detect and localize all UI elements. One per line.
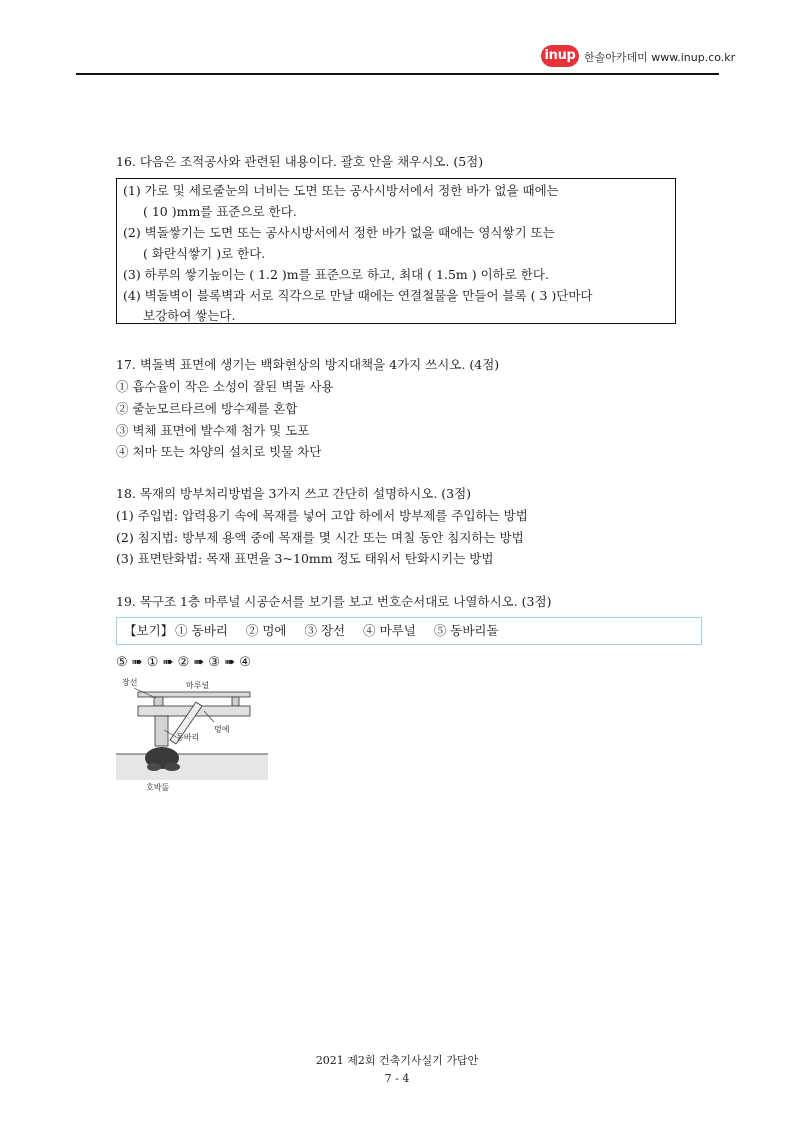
example-option: ④ 마루널 [363,623,416,638]
answer-18-item: (3) 표면탄화법: 목재 표면을 3~10mm 정도 태워서 탄화시키는 방법 [116,551,494,566]
floorboard-shape [138,692,250,697]
joist-shape [154,697,163,706]
box16-line: ( 화란식쌓기 )로 한다. [143,246,266,261]
label-sill: 멍에 [214,725,230,734]
floor-construction-diagram [116,674,268,794]
answer-17-item: ③ 벽체 표면에 발수제 첨가 및 도포 [116,423,310,438]
question-19: 19. 목구조 1층 마루널 시공순서를 보기를 보고 번호순서대로 나열하시오. (3점) [116,594,552,609]
example-option: ⑤ 동바리돌 [433,623,499,638]
answer-19-sequence: ⑤ ➠ ① ➠ ② ➠ ③ ➠ ④ [116,655,251,670]
label-joist: 장선 [122,678,138,687]
label-floorboard: 마루널 [186,681,210,690]
box16-line: (2) 벽돌쌓기는 도면 또는 공사시방서에서 정한 바가 없을 때에는 영식쌓기 또는 [123,225,555,240]
answer-17-item: ① 흡수율이 작은 소성이 잘된 벽돌 사용 [116,379,334,394]
answer-18-item: (1) 주입법: 압력용기 속에 목재를 넣어 고압 하에서 방부제를 주입하는 방법 [116,508,528,523]
box16-line: (4) 벽돌벽이 블록벽과 서로 직각으로 만날 때에는 연결철물을 만들어 블록 ( 3 )단마다 [123,288,593,303]
example-label: 【보기】 [124,623,174,638]
example-option: ① 동바리 [175,623,228,638]
box16-line: (3) 하루의 쌓기높이는 ( 1.2 )m를 표준으로 하고, 최대 ( 1.5m ) 이하로 한다. [123,267,549,282]
example-option: ② 멍에 [245,623,287,638]
header-divider [76,73,719,75]
example-box-19 [116,617,702,645]
joist-shape [232,697,239,706]
page-number: 7 - 4 [384,1072,410,1085]
answer-box-16 [116,178,676,324]
question-16: 16. 다음은 조적공사와 관련된 내용이다. 괄호 안을 채우시오. (5점) [116,154,484,169]
ground [116,754,268,780]
brand-text: 한솔아카데미 www.inup.co.kr [584,51,736,64]
page-header [0,0,794,80]
stone-shape [164,763,180,771]
answer-18-item: (2) 침지법: 방부제 용액 중에 목재를 몇 시간 또는 며칠 동안 침지하는 방법 [116,530,524,545]
question-18: 18. 목재의 방부처리방법을 3가지 쓰고 간단히 설명하시오. (3점) [116,486,472,501]
answer-17-item: ② 줄눈모르타르에 방수제를 혼합 [116,401,298,416]
box16-line: (1) 가로 및 세로줄눈의 너비는 도면 또는 공사시방서에서 정한 바가 없을 때에는 [123,183,559,198]
answer-17-item: ④ 처마 또는 차양의 설치로 빗물 차단 [116,444,322,459]
question-17: 17. 벽돌벽 표면에 생기는 백화현상의 방지대책을 4가지 쓰시오. (4점) [116,357,500,372]
stone-shape [147,763,161,771]
footer-title: 2021 제2회 건축기사실기 가답안 [315,1054,479,1067]
label-stone: 호박돌 [146,783,170,792]
label-post: 동바리 [176,733,200,742]
example-option: ③ 장선 [304,623,346,638]
inup-logo: inup [541,45,579,67]
box16-line: 보강하여 쌓는다. [143,308,236,323]
box16-line: ( 10 )mm를 표준으로 한다. [143,204,297,219]
